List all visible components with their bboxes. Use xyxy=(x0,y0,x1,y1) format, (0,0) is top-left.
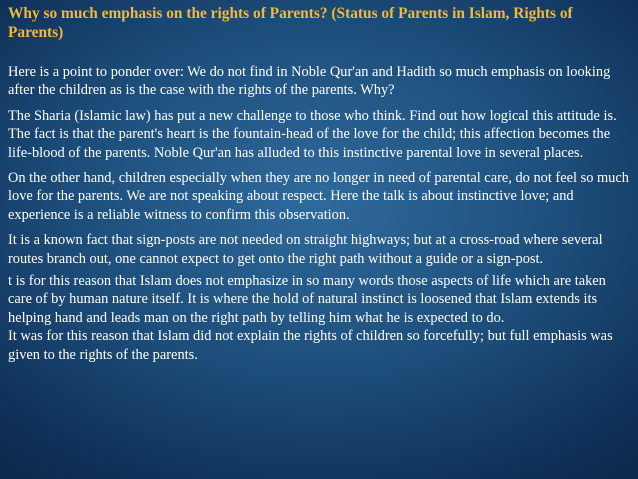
paragraph-conclusion: It was for this reason that Islam did not explain the rights of children so forcefully; but full emphasis was given to the rights of the parents. xyxy=(8,328,613,363)
paragraph-ponder: Here is a point to ponder over: We do not find in Noble Qur'an and Hadith so much emphasis on looking after the children as is the case with the rights of the parents. Why? xyxy=(8,64,611,99)
slide-title-subtitle: (Status of Parents in Islam, Rights of Parents) xyxy=(8,5,573,41)
paragraph-sharia: The Sharia (Islamic law) has put a new challenge to those who think. Find out how logical this attitude is. The fact is that the parent's heart is the fountain-head of the love for the child; this affection becomes the life-blood of the parents. Noble Qur'an has alluded to this instinctive parental love in several places. xyxy=(8,107,617,161)
slide-title-main: Why so much emphasis on the rights of Parents? xyxy=(8,5,328,22)
slide-body xyxy=(8,63,632,364)
paragraph-sign-posts: It is a known fact that sign-posts are not needed on straight highways; but at a cross-road where several routes branch out, one cannot expect to get onto the right path without a guide or a sign-post. xyxy=(8,232,603,267)
paragraph-islam-emphasis: t is for this reason that Islam does not emphasize in so many words those aspects of life which are taken care of by human nature itself. It is where the hold of natural instinct is loosened that Islam extends its helping hand and leads man on the right path by telling him what he is expected to do. xyxy=(8,273,606,326)
slide-title xyxy=(8,4,630,42)
paragraph-other-hand: On the other hand, children especially when they are no longer in need of parental care, do not feel so much love for the parents. We are not speaking about respect. Here the talk is about instinctive love; and experience is a reliable witness to confirm this observation. xyxy=(8,170,629,223)
